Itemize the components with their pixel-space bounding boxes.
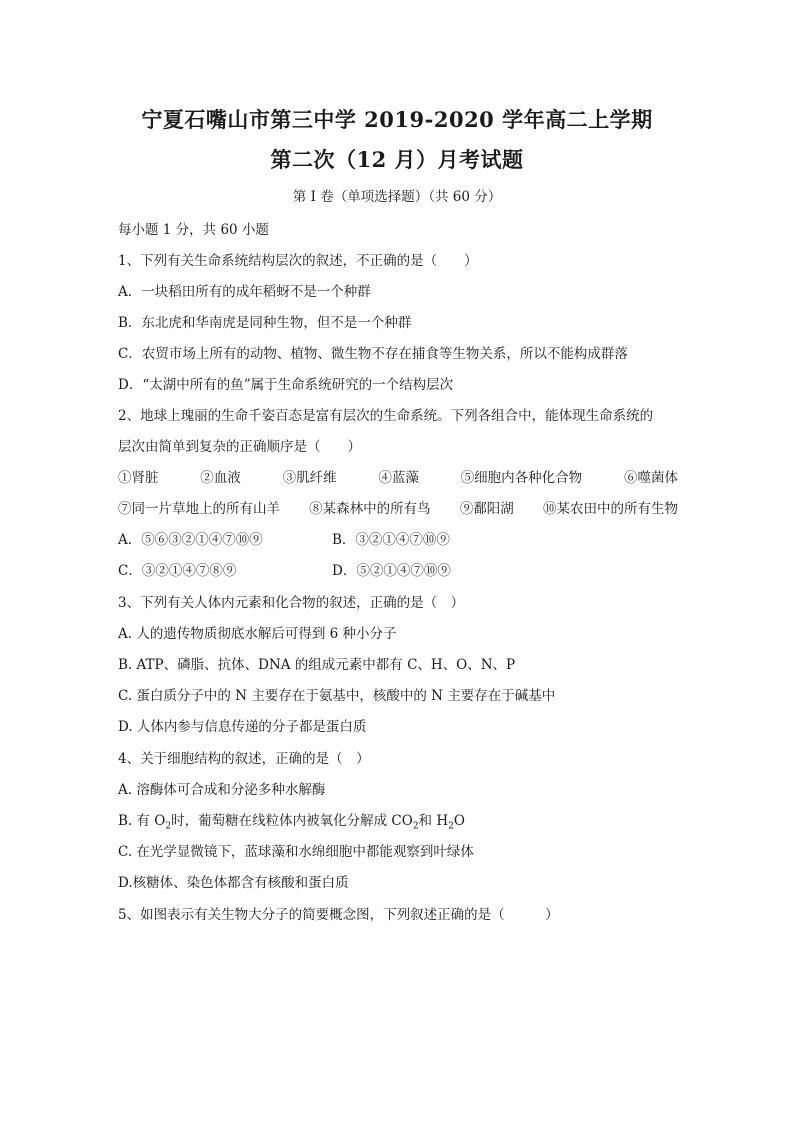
q2-item: ⑦同一片草地上的所有山羊 — [118, 501, 280, 517]
q2-stem-line1: 2、地球上瑰丽的生命千姿百态是富有层次的生命系统。下列各组合中，能体现生命系统的 — [118, 408, 654, 424]
q3-option-c: C. 蛋白质分子中的 N 主要存在于氨基中，核酸中的 N 主要存在于碱基中 — [118, 688, 556, 704]
exam-title-line1: 宁夏石嘴山市第三中学 2019-2020 学年高二上学期 — [141, 107, 653, 132]
q4-b-text: 时，葡萄糖在线粒体内被氧化分解成 CO — [171, 813, 413, 829]
q2-item: ⑨鄱阳湖 — [459, 501, 514, 517]
q4-option-d: D.核糖体、染色体都含有核酸和蛋白质 — [118, 875, 349, 891]
q1-option-c: C．农贸市场上所有的动物、植物、微生物不存在捕食等生物关系，所以不能构成群落 — [118, 346, 628, 362]
q4-b-sub: 2 — [448, 821, 454, 832]
q1-option-d: D．“太湖中所有的鱼”属于生命系统研究的一个结构层次 — [118, 377, 454, 393]
section-heading: 第 I 卷（单项选择题）（共 60 分） — [292, 189, 502, 205]
q2-items-row1 — [118, 466, 678, 486]
q2-item: ⑧某森林中的所有鸟 — [309, 501, 431, 517]
q5-stem: 5、如图表示有关生物大分子的简要概念图，下列叙述正确的是（ ） — [118, 907, 559, 923]
q3-option-d: D. 人体内参与信息传递的分子都是蛋白质 — [118, 719, 367, 735]
q1-stem: 1、下列有关生命系统结构层次的叙述，不正确的是（ ） — [118, 253, 478, 269]
q1-option-a: A．一块稻田所有的成年稻蚜不是一个种群 — [118, 284, 371, 300]
q2-item: ④蓝藻 — [378, 470, 419, 486]
q2-item: ⑤细胞内各种化合物 — [460, 470, 583, 486]
q2-option-d: D．⑤②①④⑦⑩⑨ — [332, 563, 451, 579]
q1-option-b: B．东北虎和华南虎是同种生物，但不是一个种群 — [118, 315, 412, 331]
q4-b-text: B. 有 O — [118, 813, 166, 829]
q2-item: ②血液 — [200, 470, 241, 486]
q2-option-b: B．③②①④⑦⑩⑨ — [332, 532, 450, 548]
q2-item: ①肾脏 — [118, 470, 159, 486]
q3-option-b: B. ATP、磷脂、抗体、DNA 的组成元素中都有 C、H、O、N、P — [118, 657, 516, 673]
q2-option-a: A．⑤⑥③②①④⑦⑩⑨ — [118, 532, 263, 548]
q3-option-a: A. 人的遗传物质彻底水解后可得到 6 种小分子 — [118, 626, 397, 642]
q4-b-sub: 2 — [412, 821, 419, 832]
q4-b-text: 和 H — [418, 813, 449, 829]
q4-b-text: O — [453, 813, 465, 829]
q2-item: ③肌纤维 — [282, 470, 337, 486]
q3-stem: 3、下列有关人体内元素和化合物的叙述，正确的是（ ） — [118, 595, 465, 611]
q2-items-row2 — [118, 497, 678, 517]
q2-option-c: C．③②①④⑦⑧⑨ — [118, 563, 237, 579]
q4-option-a: A. 溶酶体可合成和分泌多种水解酶 — [118, 782, 326, 798]
q2-item: ⑥噬菌体 — [623, 470, 678, 486]
q2-item: ⑩某农田中的所有生物 — [542, 501, 678, 517]
q4-option-c: C. 在光学显微镜下，蓝球藻和水绵细胞中都能观察到叶绿体 — [118, 844, 474, 860]
q4-option-b — [118, 809, 465, 832]
q2-stem-line2: 层次由简单到复杂的正确顺序是（ ） — [118, 439, 361, 455]
q4-b-sub: 2 — [165, 821, 172, 832]
exam-title-line2: 第二次（12 月）月考试题 — [270, 147, 524, 172]
section-instruction: 每小题 1 分，共 60 小题 — [118, 222, 269, 238]
q4-stem: 4、关于细胞结构的叙述，正确的是（ ） — [118, 751, 370, 767]
